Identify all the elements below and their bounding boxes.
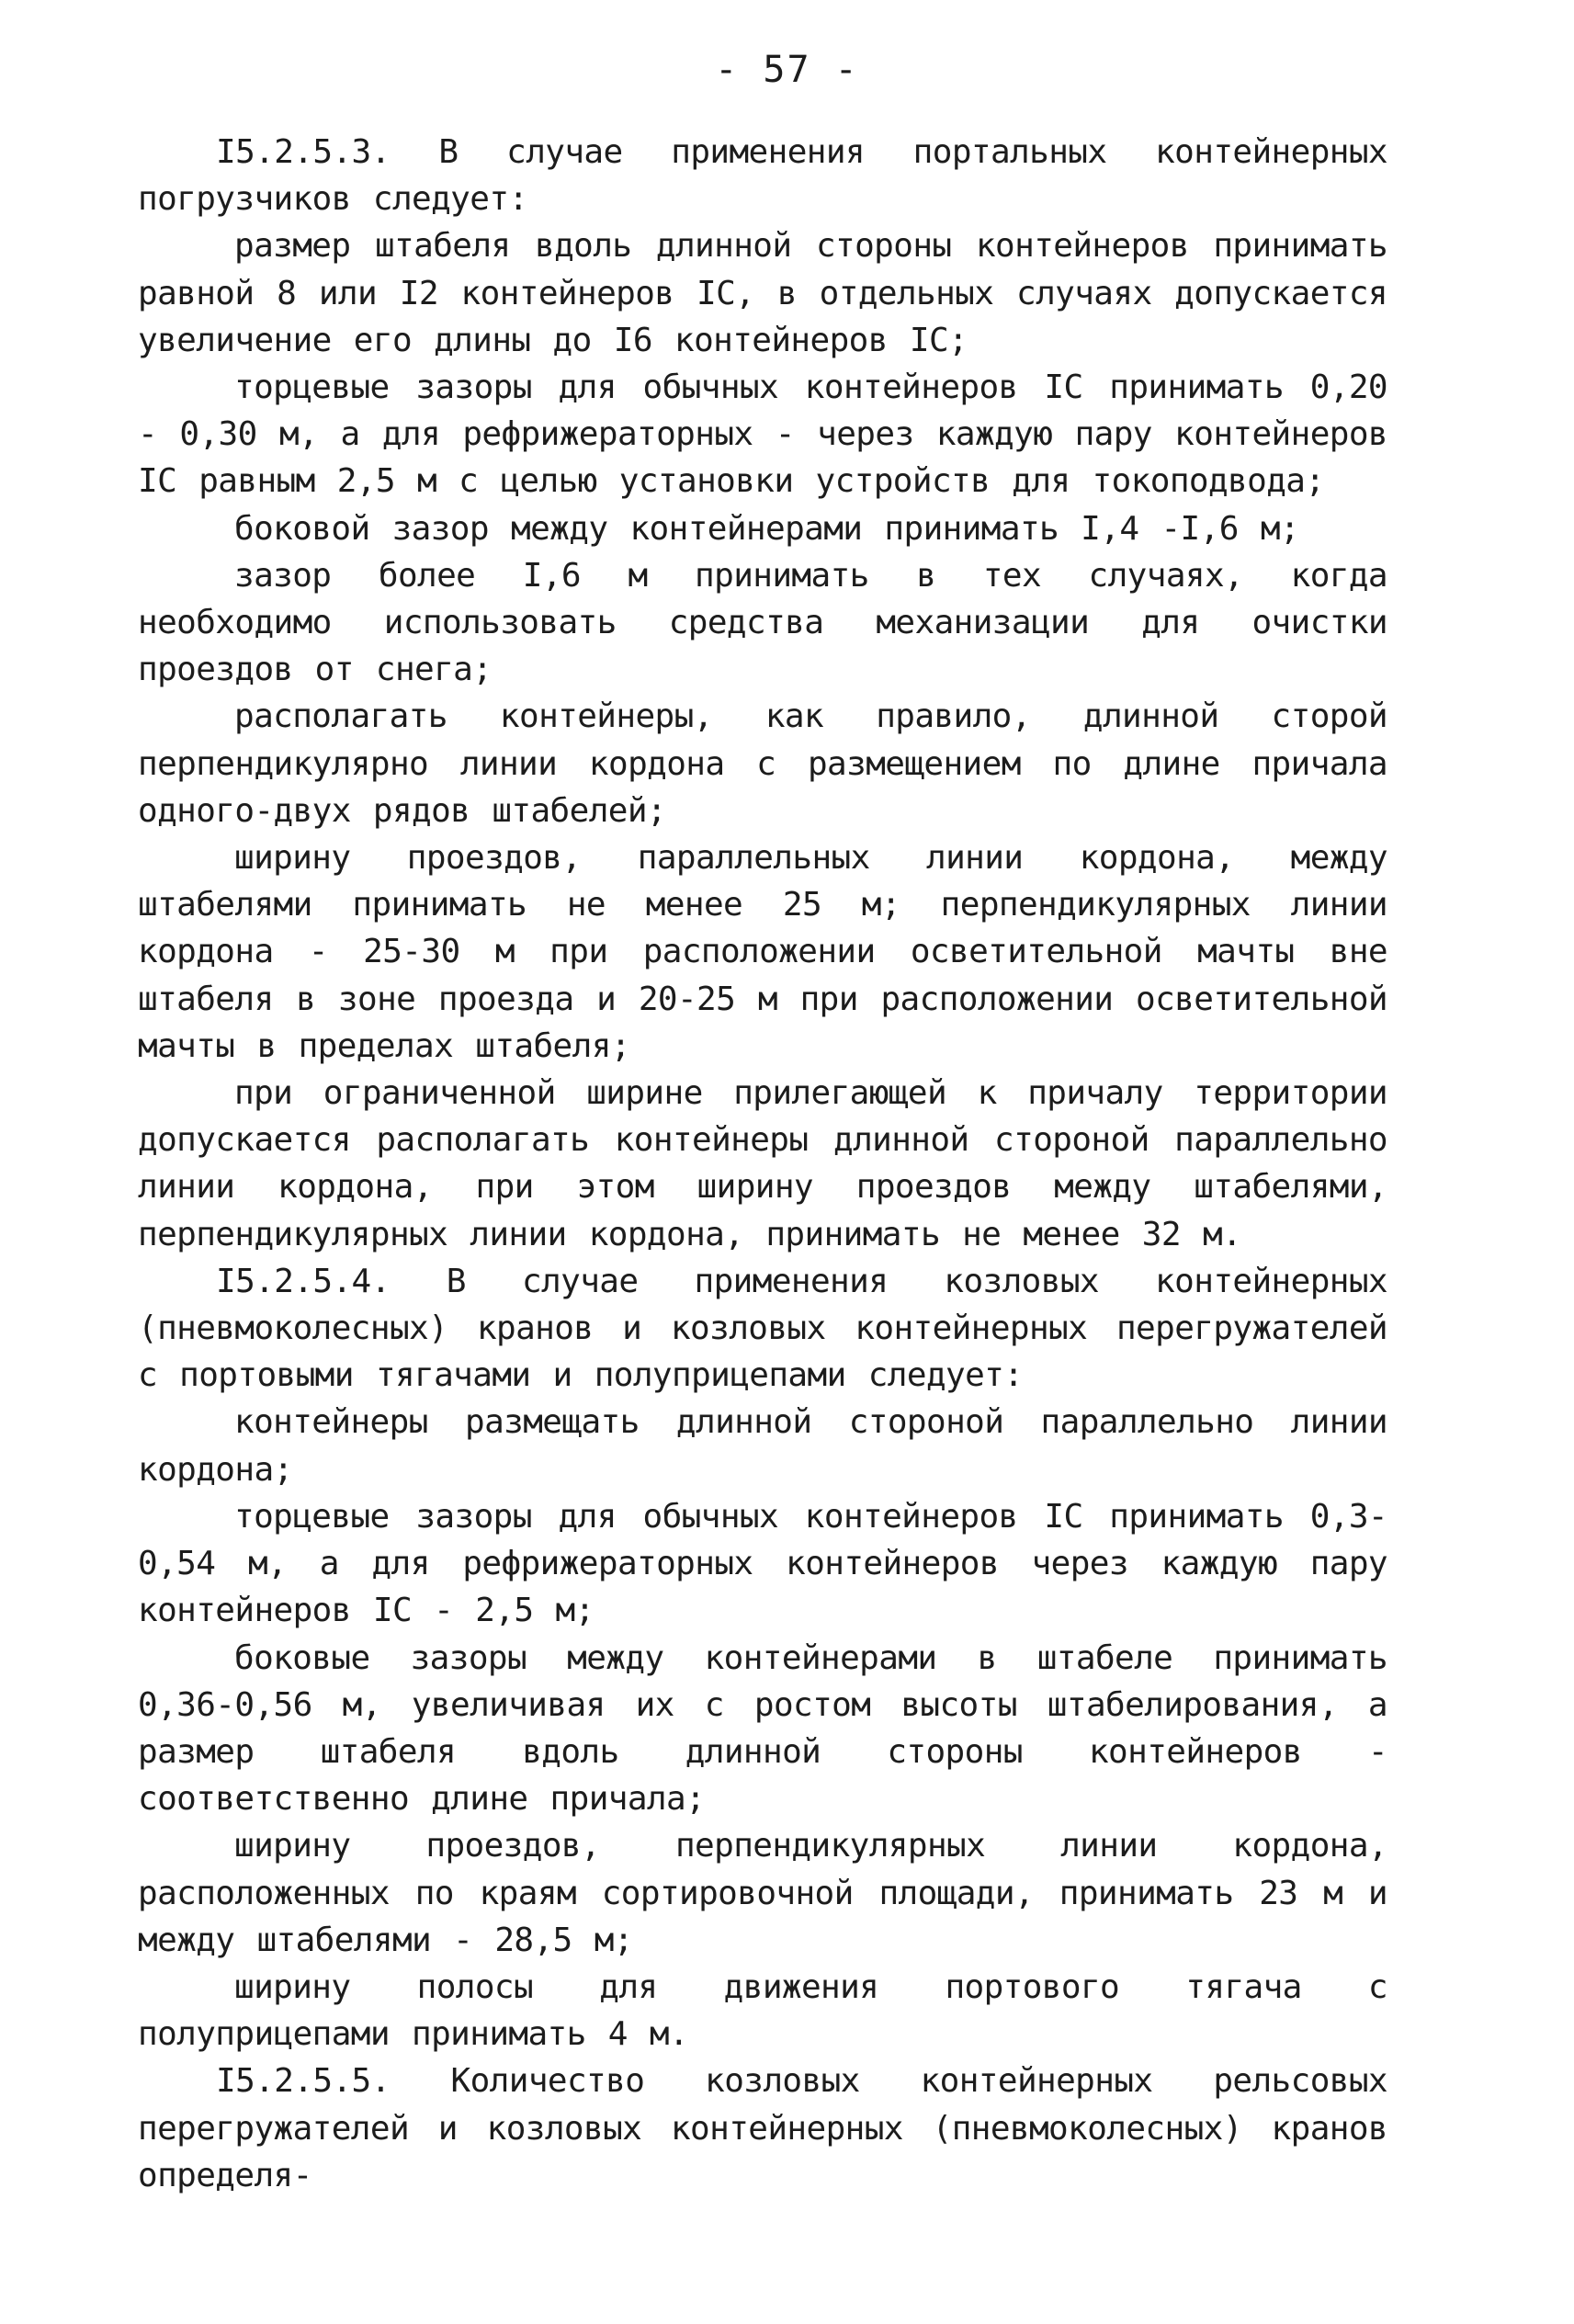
list-item: боковой зазор между контейнерами принимать I,4 -I,6 м; — [234, 509, 1299, 548]
clause-15-2-5-4: I5.2.5.4. В случае применения козловых контейнерных (пневмоколесных) кранов и козловых контейнерных перегружателей с портовыми тягачами и полуприцепами следует: — [138, 1262, 1387, 1395]
list-item: размер штабеля вдоль длинной стороны контейнеров принимать равной 8 или I2 контейнеров IC, в отдельных случаях допускается увеличение его длины до I6 контейнеров IC; — [138, 227, 1387, 359]
list-item: ширину проездов, перпендикулярных линии кордона, расположенных по краям сортировочной площади, принимать 23 м и между штабелями - 28,5 м; — [138, 1827, 1387, 1959]
clause-15-2-5-5: I5.2.5.5. Количество козловых контейнерных рельсовых перегружателей и козловых контейнерных (пневмоколесных) кранов определя- — [138, 2062, 1387, 2194]
list-item: ширину полосы для движения портового тягача с полуприцепами принимать 4 м. — [138, 1967, 1387, 2054]
list-item: контейнеры размещать длинной стороной параллельно линии кордона; — [138, 1403, 1387, 1489]
page-number: - 57 - — [715, 49, 859, 91]
list-item: располагать контейнеры, как правило, длинной сторой перпендикулярно линии кордона с размещением по длине причала одного-двух рядов штабелей; — [138, 697, 1387, 830]
list-item: боковые зазоры между контейнерами в штабеле принимать 0,36-0,56 м, увеличивая их с ростом высоты штабелирования, а размер штабеля вдоль длинной стороны контейнеров - соответственно длине причала; — [138, 1638, 1387, 1819]
list-item: ширину проездов, параллельных линии кордона, между штабелями принимать не менее 25 м; перпендикулярных линии кордона - 25-30 м при расположении осветительной мачты вне штабеля в зоне проезда и 20-25 м при расположении осветительной мачты в пределах штабеля; — [138, 839, 1387, 1065]
list-item: при ограниченной ширине прилегающей к причалу территории допускается располагать контейнеры длинной стороной параллельно линии кордона, при этом ширину проездов между штабелями, перпендикулярных линии кордона, принимать не менее 32 м. — [138, 1074, 1387, 1253]
list-item: торцевые зазоры для обычных контейнеров IC принимать 0,20 - 0,30 м, а для рефрижераторных - через каждую пару контейнеров IC равным 2,5 м с целью установки устройств для токоподвода; — [138, 368, 1387, 501]
clause-15-2-5-3: I5.2.5.3. В случае применения портальных контейнерных погрузчиков следует: — [138, 133, 1387, 219]
document-body — [138, 129, 1387, 2199]
list-item: зазор более I,6 м принимать в тех случаях, когда необходимо использовать средства механизации для очистки проездов от снега; — [138, 556, 1387, 689]
list-item: торцевые зазоры для обычных контейнеров IC принимать 0,3-0,54 м, а для рефрижераторных контейнеров через каждую пару контейнеров IC - 2,5 м; — [138, 1497, 1387, 1630]
